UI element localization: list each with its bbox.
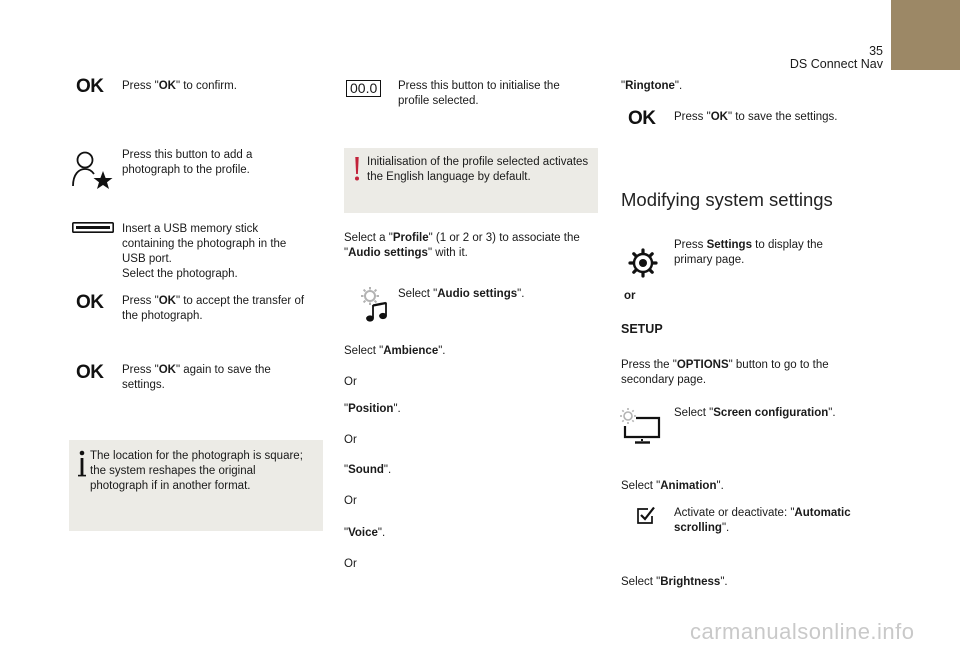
- warning-icon: [352, 156, 362, 182]
- usb-line-4: Select the photograph.: [122, 268, 238, 280]
- watermark-text: carmanualsonline.info: [690, 619, 915, 644]
- ok-button-icon: OK: [628, 108, 656, 129]
- step-audio-settings: Select "Audio settings".: [398, 288, 525, 300]
- setup-button-label: SETUP: [621, 322, 663, 336]
- audio-settings-icon: [361, 286, 389, 324]
- page-number: 35: [869, 44, 883, 58]
- step-ok-accept: Press "OK" to accept the transfer of the photograph.: [122, 295, 305, 322]
- or-4: Or: [344, 558, 357, 570]
- page-corner-tab: [891, 0, 960, 70]
- step-screen-config: Select "Screen configuration".: [674, 407, 836, 419]
- options-text: Press the "OPTIONS" button to go to the secondary page.: [621, 359, 829, 386]
- option-ringtone: "Ringtone".: [621, 80, 683, 92]
- checkbox-icon: [636, 506, 656, 526]
- section-title: DS Connect Nav: [789, 57, 883, 71]
- section-heading: Modifying system settings: [621, 189, 833, 210]
- option-position: "Position".: [344, 403, 401, 415]
- step-ok-confirm: Press "OK" to confirm.: [122, 80, 237, 92]
- info-note-box: [69, 440, 323, 531]
- user-star-icon: [70, 148, 114, 190]
- select-brightness: Select "Brightness".: [621, 576, 728, 588]
- step-add-photo: Press this button to add a photograph to the profile.: [122, 149, 253, 176]
- option-sound: "Sound".: [344, 464, 392, 476]
- step-settings: Press Settings to display the primary page.: [674, 239, 823, 266]
- init-button-icon: [346, 80, 381, 97]
- or-1: Or: [344, 376, 357, 388]
- warning-note-text: Initialisation of the profile selected activates the English language by default.: [367, 156, 589, 183]
- step-ok-again: Press "OK" again to save the settings.: [122, 364, 271, 391]
- init-button-label: 00.0: [346, 80, 381, 97]
- ok-button-icon: OK: [76, 292, 104, 313]
- screen-config-icon: [618, 405, 664, 445]
- step-auto-scrolling: Activate or deactivate: "Automatic scrolling".: [674, 507, 851, 534]
- select-animation: Select "Animation".: [621, 480, 724, 492]
- ok-button-icon: OK: [76, 76, 104, 97]
- option-voice: "Voice".: [344, 527, 386, 539]
- step-init-profile: Press this button to initialise the profile selected.: [398, 80, 560, 107]
- info-icon: [77, 450, 87, 478]
- select-ambience: Select "Ambience".: [344, 345, 446, 357]
- step-ok-save: Press "OK" to save the settings.: [674, 111, 838, 123]
- or-label: or: [624, 290, 636, 302]
- info-note-text: The location for the photograph is square; the system reshapes the original photograph if in another format.: [90, 450, 303, 492]
- usb-line-3: USB port.: [122, 253, 172, 265]
- usb-line-2: containing the photograph in the: [122, 238, 287, 250]
- settings-gear-icon: [628, 248, 658, 278]
- or-2: Or: [344, 434, 357, 446]
- usb-line-1: Insert a USB memory stick: [122, 223, 259, 235]
- step-usb: [122, 222, 322, 282]
- usb-port-icon: [72, 222, 114, 233]
- warning-note-box: [344, 148, 598, 213]
- or-3: Or: [344, 495, 357, 507]
- select-profile-text: Select a "Profile" (1 or 2 or 3) to associate the "Audio settings" with it.: [344, 232, 580, 259]
- ok-button-icon: OK: [76, 362, 104, 383]
